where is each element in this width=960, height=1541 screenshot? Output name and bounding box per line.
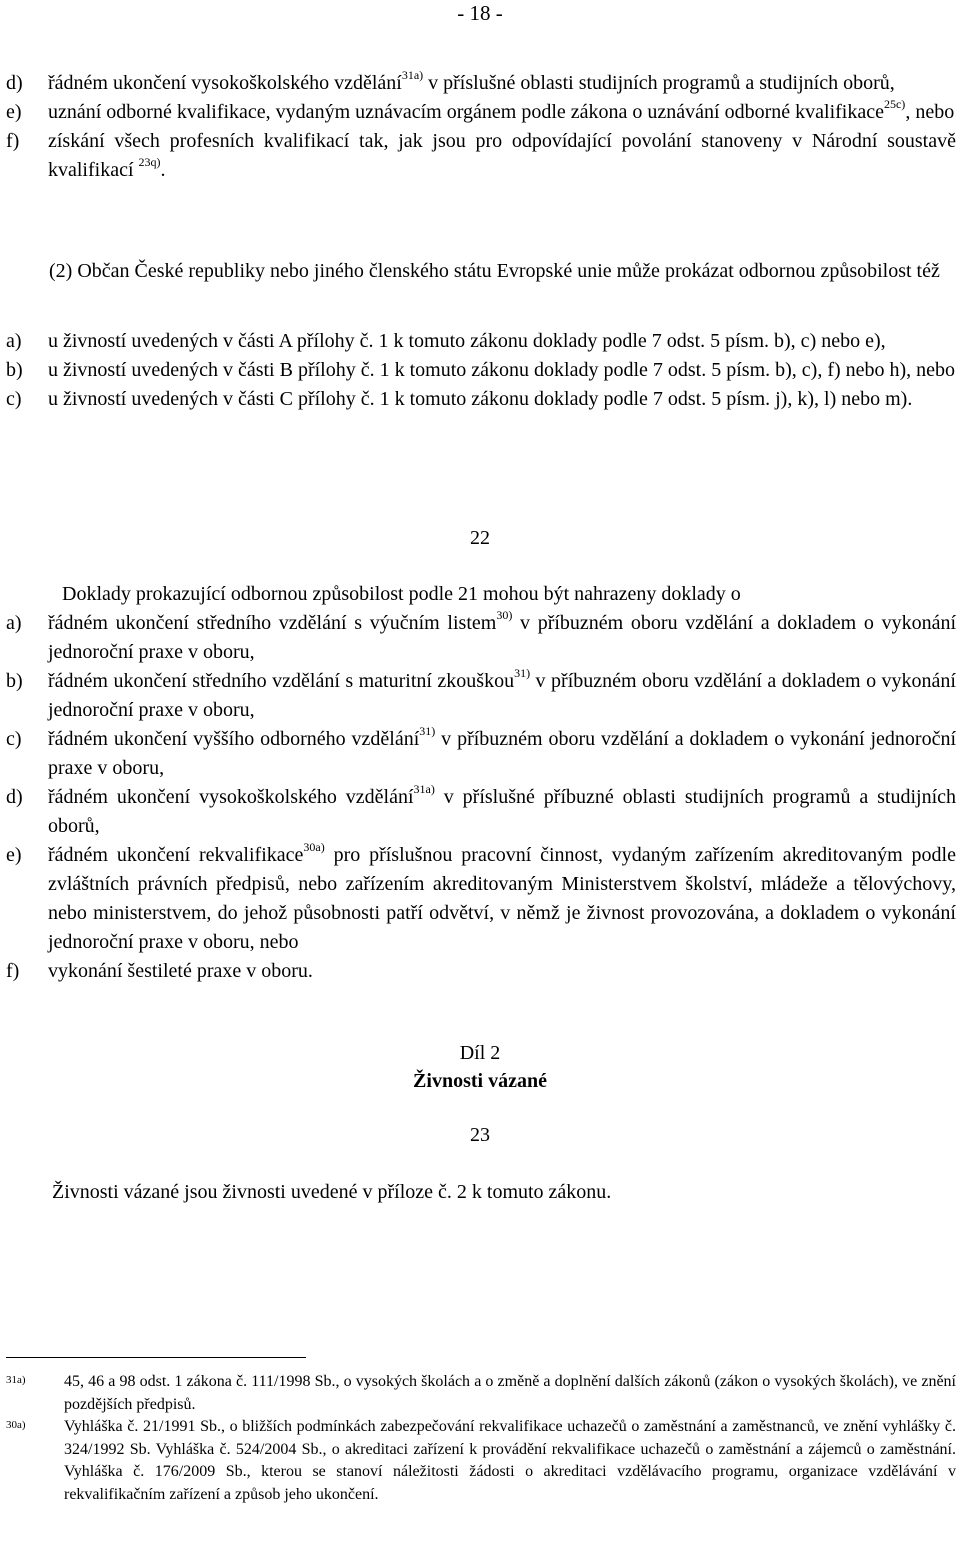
list-item (6, 957, 956, 986)
list-item (6, 127, 956, 185)
item-label: c) (6, 728, 22, 750)
footnote (6, 1416, 956, 1506)
footnote-label: 31a) (6, 1374, 26, 1386)
section-23-text: Živnosti vázané jsou živnosti uvedené v příloze č. 2 k tomuto zákonu. (52, 1181, 612, 1203)
footnote-ref: 30a) (303, 840, 325, 855)
list-item (6, 841, 956, 957)
item-label: e) (6, 844, 22, 866)
section-heading-22: 22 (470, 527, 490, 549)
item-text: řádném ukončení středního vzdělání s výučním listem$^{30)}$ v příbuzném oboru vzdělání a dokladem o vykonání jednoroční praxe v oboru, (48, 608, 957, 663)
item-text: řádném ukončení vyššího odborného vzdělání$^{31)}$ v příbuzném oboru vzdělání a dokladem o vykonání jednoroční praxe v oboru, (48, 724, 956, 779)
list-item (6, 783, 956, 841)
item-text: vykonání šestileté praxe v oboru. (48, 960, 313, 982)
list-item (6, 385, 956, 414)
item-label: b) (6, 359, 23, 381)
list-item (6, 667, 956, 725)
item-label: d) (6, 72, 23, 94)
item-text: řádném ukončení středního vzdělání s maturitní zkouškou$^{31)}$ v příbuzném oboru vzdělání a dokladem o vykonání jednoroční praxe v oboru, (48, 666, 956, 721)
item-text: řádném ukončení vysokoškolského vzdělání$^{31a)}$ v příslušné oblasti studijních programů a studijních oborů, (48, 68, 895, 94)
item-label: f) (6, 130, 20, 152)
footnote-ref: 31) (419, 724, 436, 739)
list-item (6, 609, 956, 667)
item-text: uznání odborné kvalifikace, vydaným uznávacím orgánem podle zákona o uznávání odborné kvalifikace$^{25c)}$, nebo (48, 97, 955, 123)
item-text: řádném ukončení vysokoškolského vzdělání$^{31a)}$ v příslušné příbuzné oblasti studijních programů a studijních oborů, (48, 782, 957, 837)
list-paragraph-2 (6, 327, 956, 414)
item-label: d) (6, 786, 23, 808)
footnote-ref: 25c) (883, 97, 906, 112)
list-continued (6, 69, 956, 185)
footnote-ref: 30) (496, 608, 513, 623)
item-label: a) (6, 612, 22, 634)
footnote-ref: 31a) (401, 68, 424, 83)
item-text: u živností uvedených v části A přílohy č. 1 k tomuto zákonu doklady podle 7 odst. 5 písm. b), c) nebo e), (48, 330, 886, 352)
item-label: f) (6, 960, 20, 982)
list-item (6, 356, 956, 385)
footnote (6, 1371, 956, 1416)
section-22-intro: Doklady prokazující odbornou způsobilost podle 21 mohou být nahrazeny doklady o (62, 583, 741, 605)
item-label: b) (6, 670, 23, 692)
paragraph-2: (2) Občan České republiky nebo jiného členského státu Evropské unie může prokázat odbornou způsobilost též (49, 260, 940, 282)
list-item (6, 327, 956, 356)
footnote-ref: 23q) (138, 155, 161, 170)
footnote-ref: 31a) (413, 782, 435, 797)
list-item (6, 725, 956, 783)
item-label: a) (6, 330, 22, 352)
item-text: u živností uvedených v části B přílohy č. 1 k tomuto zákonu doklady podle 7 odst. 5 písm. b), c), f) nebo h), nebo (48, 359, 956, 381)
item-label: e) (6, 101, 22, 123)
footnote-text: Vyhláška č. 21/1991 Sb., o bližších podmínkách zabezpečování rekvalifikace uchazečů o zaměstnání a zaměstnanců, ve znění vyhlášky č. 324/1992 Sb. Vyhláška č. 524/2004 Sb., o akreditaci zařízení k provádění rekvalifikace uchazečů o zaměstnání a zájemců o zaměstnání. Vyhláška č. 176/2009 Sb., kterou se stanoví náležitosti žádosti o akreditaci vzdělávacího programu, organizace vzdělávání v rekvalifikačním zařízení a způsob jeho ukončení. (64, 1418, 956, 1503)
list-item (6, 98, 956, 127)
item-text: řádném ukončení rekvalifikace$^{30a)}$ pro příslušnou pracovní činnost, vydaným zařízením akreditovaným podle zvláštních právních předpisů, nebo zařízením akreditovaným Ministerstvem školství, mládeže a tělovýchovy, nebo ministerstvem, do jehož působnosti patří odvětví, v němž je živnost provozována, a dokladem o vykonání jednoroční praxe v oboru, nebo (48, 840, 956, 953)
section-heading-23: 23 (470, 1124, 490, 1146)
footnote-ref: 31) (514, 666, 531, 681)
footnote-separator (6, 1357, 306, 1358)
item-text: získání všech profesních kvalifikací tak, jak jsou pro odpovídající povolání stanoveny v Národní soustavě kvalifikací $^{23q)}$. (48, 130, 956, 181)
footnote-label: 30a) (6, 1419, 26, 1431)
part-label: Díl 2 (459, 1042, 501, 1064)
list-section-22 (6, 609, 956, 986)
part-title: Živnosti vázané (413, 1070, 547, 1092)
footnotes (6, 1371, 956, 1506)
page-number: - 18 - (457, 1, 503, 25)
footnote-text: 45, 46 a 98 odst. 1 zákona č. 111/1998 Sb., o vysokých školách a o změně a doplnění dalších zákonů (zákon o vysokých školách), ve znění pozdějších předpisů. (64, 1373, 956, 1413)
item-label: c) (6, 388, 22, 410)
list-item (6, 69, 956, 98)
item-text: u živností uvedených v části C přílohy č. 1 k tomuto zákonu doklady podle 7 odst. 5 písm. j), k), l) nebo m). (48, 388, 913, 410)
